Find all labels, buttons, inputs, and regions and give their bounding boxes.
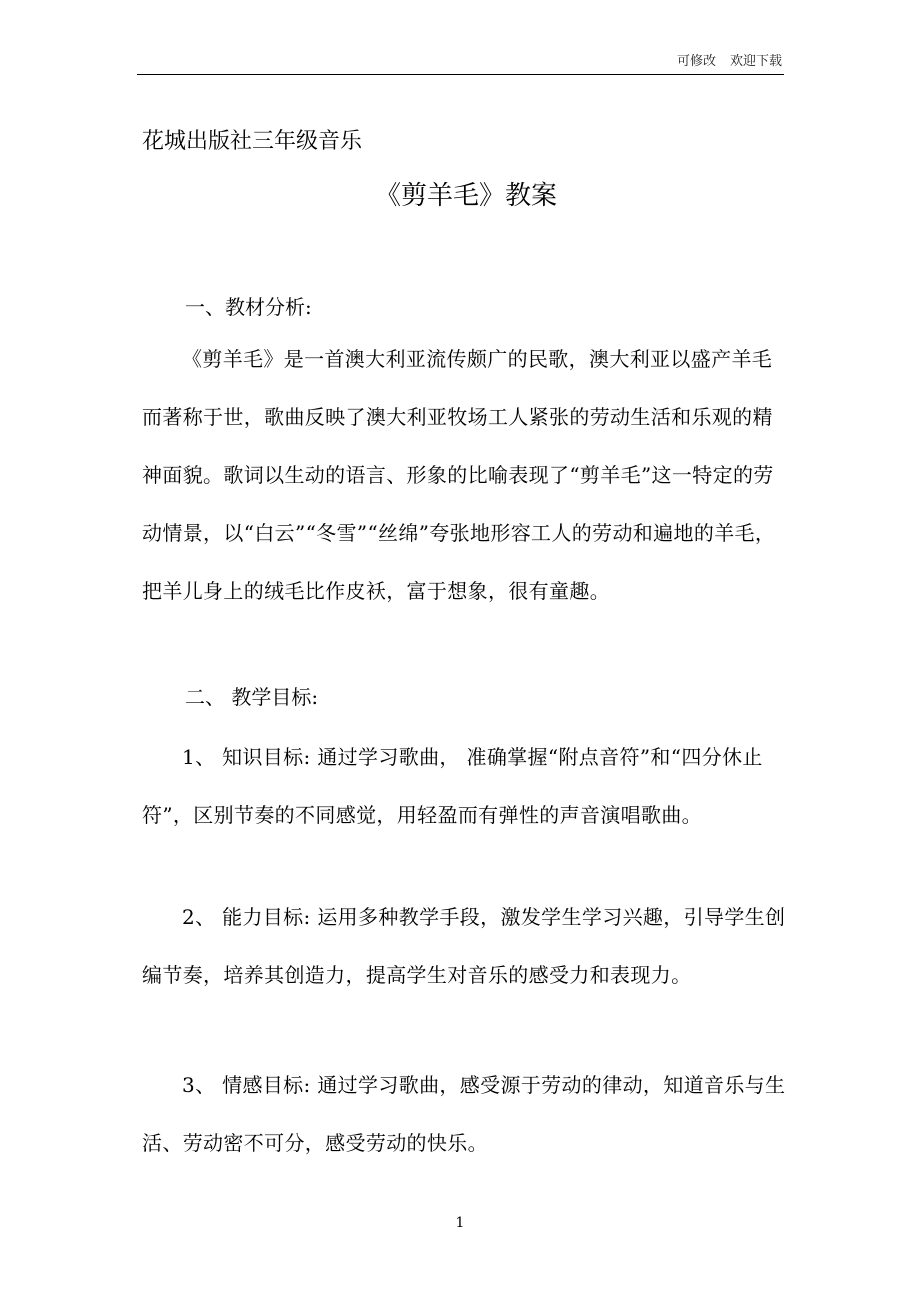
page-number: 1 bbox=[455, 1215, 465, 1231]
document-title: 《剪羊毛》教案 bbox=[374, 181, 557, 211]
section-heading-objectives: 二、 教学目标: bbox=[185, 685, 319, 709]
page-header bbox=[137, 52, 782, 72]
publisher-line: 花城出版社三年级音乐 bbox=[142, 129, 363, 154]
section-heading-analysis: 一、教材分析: bbox=[185, 295, 312, 319]
header-download-note: 欢迎下载 bbox=[729, 54, 782, 69]
header-divider bbox=[137, 74, 784, 75]
analysis-paragraph: 《剪羊毛》是一首澳大利亚流传颇广的民歌，澳大利亚以盛产羊毛而著称于世，歌曲反映了澳大利亚牧场工人紧张的劳动生活和乐观的精神面貌。歌词以生动的语言、形象的比喻表现了“剪羊毛”这一特定的劳动情景，以“白云”“冬雪”“丝绵”夸张地形容工人的劳动和遍地的羊毛，把羊儿身上的绒毛比作皮袄，富于想象，很有童趣。 bbox=[142, 347, 776, 603]
objective-emotion: 3、 情感目标: 通过学习歌曲，感受源于劳动的律动，知道音乐与生活、劳动密不可分，感受劳动的快乐。 bbox=[142, 1073, 786, 1155]
header-editable-note: 可修改 bbox=[676, 54, 716, 69]
objective-ability: 2、 能力目标: 运用多种教学手段，激发学生学习兴趣，引导学生创编节奏，培养其创造力，提高学生对音乐的感受力和表现力。 bbox=[142, 905, 786, 987]
objective-knowledge: 1、 知识目标: 通过学习歌曲， 准确掌握“附点音符”和“四分休止符”，区别节奏的不同感觉，用轻盈而有弹性的声音演唱歌曲。 bbox=[142, 745, 763, 827]
